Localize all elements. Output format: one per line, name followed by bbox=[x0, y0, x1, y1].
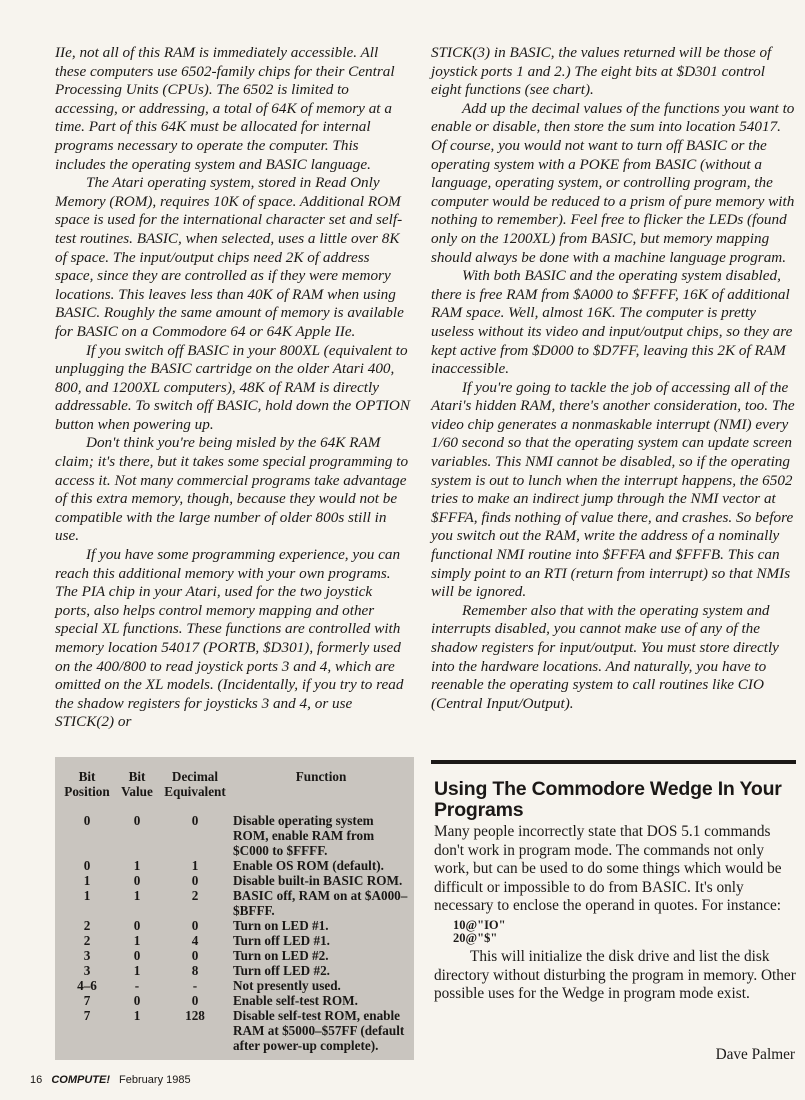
table-cell: Enable self-test ROM. bbox=[233, 993, 358, 1008]
table-row bbox=[59, 813, 411, 858]
table-cell: Turn off LED #1. bbox=[233, 933, 330, 948]
table-row bbox=[59, 888, 411, 918]
left-paragraph: If you switch off BASIC in your 800XL (equivalent to unplugging the BASIC cartridge on the older Atari 400, 800, and 1200XL computers), 48K of RAM is directly addressable. To switch off BASIC, hold down the OPTION button when powering up. bbox=[55, 341, 410, 433]
table-cell: 0 bbox=[133, 993, 141, 1008]
table-row bbox=[59, 978, 411, 993]
table-cell: 8 bbox=[191, 963, 199, 978]
wedge-headline: Using The Commodore Wedge In Your Programs bbox=[434, 778, 782, 821]
left-column bbox=[55, 44, 410, 732]
table-cell: 7 bbox=[83, 993, 91, 1008]
table-cell: BASIC off, RAM on at $A000–$BFFF. bbox=[233, 888, 408, 918]
table-cell: Disable operating system ROM, enable RAM from $C000 to $FFFF. bbox=[233, 813, 375, 858]
table-cell: 1 bbox=[191, 858, 199, 873]
code-line: 10@"IO" bbox=[453, 917, 506, 932]
column-header: Function bbox=[295, 769, 347, 784]
table-cell: 0 bbox=[133, 948, 141, 963]
table-row bbox=[59, 948, 411, 963]
left-paragraph: Don't think you're being misled by the 64K RAM claim; it's there, but it takes some special programming to access it. Not many commercial programs take advantage of this extra memory, though, because they would not be compatible with the large number of older 800s still in use. bbox=[55, 434, 409, 545]
section-divider bbox=[431, 760, 796, 764]
page-footer bbox=[30, 1074, 191, 1086]
table-cell: 0 bbox=[191, 873, 199, 888]
table-cell: 0 bbox=[83, 813, 91, 828]
right-paragraph: With both BASIC and the operating system disabled, there is free RAM from $A000 to $FFFF, 16K of additional RAM space. Well, almost 16K. The computer is pretty useless without its video and input/output chips, so they are kept active from $D000 to $D7FF, leaving this 2K of RAM inaccessible. bbox=[431, 267, 793, 378]
right-column bbox=[431, 44, 796, 713]
table-cell: 1 bbox=[133, 858, 141, 873]
table-cell: - bbox=[134, 978, 140, 993]
table-cell: 0 bbox=[191, 993, 199, 1008]
right-paragraph: Add up the decimal values of the functions you want to enable or disable, then store the sum into location 54017. Of course, you would not want to turn off BASIC or the operating system with a POKE from BASIC (without a language, operating system, or controlling program, the computer would be reduced to a prism of pure memory with nothing to remember). Feel free to flicker the LEDs (found only on the 1200XL) from BASIC, but memory mapping should always be done with a machine language program. bbox=[431, 99, 795, 266]
table-cell: 0 bbox=[83, 858, 91, 873]
right-paragraph: STICK(3) in BASIC, the values returned will be those of joystick ports 1 and 2.) The eight bits at $D301 control eight functions (see chart). bbox=[431, 44, 772, 99]
table-cell: 0 bbox=[191, 948, 199, 963]
table-cell: 128 bbox=[185, 1008, 205, 1023]
magazine-name: COMPUTE! bbox=[51, 1074, 110, 1086]
table-cell: 1 bbox=[133, 933, 141, 948]
table-row bbox=[59, 1008, 411, 1053]
table-cell: 0 bbox=[191, 813, 199, 828]
table-cell: Turn on LED #1. bbox=[233, 918, 329, 933]
table-cell: 2 bbox=[83, 918, 91, 933]
table-cell: 7 bbox=[83, 1008, 91, 1023]
table-cell: - bbox=[192, 978, 198, 993]
table-cell: 1 bbox=[83, 888, 91, 903]
right-paragraph: If you're going to tackle the job of accessing all of the Atari's hidden RAM, there's another consideration, too. The video chip generates a nonmaskable interrupt (NMI) every 1/60 second so that the operating system can update screen variables. This NMI cannot be disabled, so if the operating system is out to lunch when the interrupt happens, the 6502 tries to make an indirect jump through the NMI vector at $FFFA, finds nothing of value there, and crashes. So before you switch out the RAM, write the address of a nominally functional NMI routine into $FFFA and $FFFB. This can simply point to an RTI (return from interrupt) so that NMIs will be ignored. bbox=[431, 378, 795, 601]
table-row bbox=[59, 873, 411, 888]
table-cell: Turn on LED #2. bbox=[233, 948, 329, 963]
table-cell: 0 bbox=[133, 918, 141, 933]
code-listing bbox=[453, 919, 796, 945]
wedge-body bbox=[434, 823, 796, 1004]
table-cell: Disable built-in BASIC ROM. bbox=[233, 873, 403, 888]
table-cell: 4 bbox=[191, 933, 199, 948]
table-cell: 3 bbox=[83, 948, 91, 963]
left-paragraph: IIe, not all of this RAM is immediately accessible. All these computers use 6502-family chips for their Central Processing Units (CPUs). The 6502 is limited to accessing, or addressing, a total of 64K of memory at a time. Part of this 64K must be allocated for internal programs necessary to operate the computer. This includes the operating system and BASIC language. bbox=[55, 44, 395, 173]
table-cell: 4–6 bbox=[77, 978, 97, 993]
table-cell: 0 bbox=[133, 813, 141, 828]
right-paragraph: Remember also that with the operating system and interrupts disabled, you cannot make use of any of the shadow registers for input/output. You must store directly into the hardware locations. And naturally, you have to reenable the operating system to call routines like CIO (Central Input/Output). bbox=[431, 601, 779, 712]
table-cell: 0 bbox=[191, 918, 199, 933]
author-byline: Dave Palmer bbox=[715, 1046, 795, 1063]
table-cell: 1 bbox=[83, 873, 91, 888]
page-number: 16 bbox=[30, 1074, 43, 1086]
code-line: 20@"$" bbox=[453, 930, 498, 945]
table-header-row bbox=[59, 769, 411, 813]
column-header: Bit Value bbox=[121, 769, 153, 799]
table-row bbox=[59, 858, 411, 873]
table-cell: Not presently used. bbox=[233, 978, 341, 993]
left-paragraph: The Atari operating system, stored in Read Only Memory (ROM), requires 10K of space. Additional ROM space is used for the international character set and self-test routines. BASIC, when selected, uses a little over 8K of space. The input/output chips need 2K of address space, since they are controlled as if they were memory locations. This leaves less than 40K of RAM when using BASIC. Roughly the same amount of memory is available for BASIC on a Commodore 64 or 64K Apple IIe. bbox=[55, 174, 404, 340]
table-row bbox=[59, 933, 411, 948]
table-cell: Disable self-test ROM, enable RAM at $5000–$57FF (default after power-up complete). bbox=[233, 1008, 405, 1053]
table-cell: 2 bbox=[191, 888, 199, 903]
table-cell: 1 bbox=[133, 1008, 141, 1023]
table-row bbox=[59, 993, 411, 1008]
table bbox=[59, 769, 411, 1053]
wedge-paragraph: Many people incorrectly state that DOS 5.1 commands don't work in program mode. The commands not only work, but can be used to do some things which would be difficult or impossible to do from BASIC. It's only necessary to enclose the operand in quotes. For instance: bbox=[434, 823, 782, 915]
column-header: Bit Position bbox=[64, 769, 110, 799]
left-paragraph: If you have some programming experience, you can reach this additional memory with your own programs. The PIA chip in your Atari, used for the two joystick ports, also helps control memory mapping and other special XL functions. These functions are controlled with memory location 54017 (PORTB, $D301), formerly used on the 400/800 to read joystick ports 3 and 4, which are omitted on the XL models. (Incidentally, if you try to read the shadow registers for joysticks 3 and 4, or use STICK(2) or bbox=[55, 546, 404, 731]
table-cell: 3 bbox=[83, 963, 91, 978]
table-row bbox=[59, 963, 411, 978]
table-cell: 1 bbox=[133, 888, 141, 903]
table-row bbox=[59, 918, 411, 933]
bit-function-table bbox=[55, 757, 414, 1060]
issue-date: February 1985 bbox=[119, 1074, 191, 1086]
table-cell: Turn off LED #2. bbox=[233, 963, 330, 978]
column-header: Decimal Equivalent bbox=[164, 769, 226, 799]
table-body bbox=[59, 813, 411, 1053]
wedge-paragraph: This will initialize the disk drive and list the disk directory without disturbing the program in memory. Other possible uses for the Wedge in program mode exist. bbox=[434, 947, 796, 1003]
table-cell: 2 bbox=[83, 933, 91, 948]
table-cell: 0 bbox=[133, 873, 141, 888]
table-cell: Enable OS ROM (default). bbox=[233, 858, 384, 873]
table-cell: 1 bbox=[133, 963, 141, 978]
